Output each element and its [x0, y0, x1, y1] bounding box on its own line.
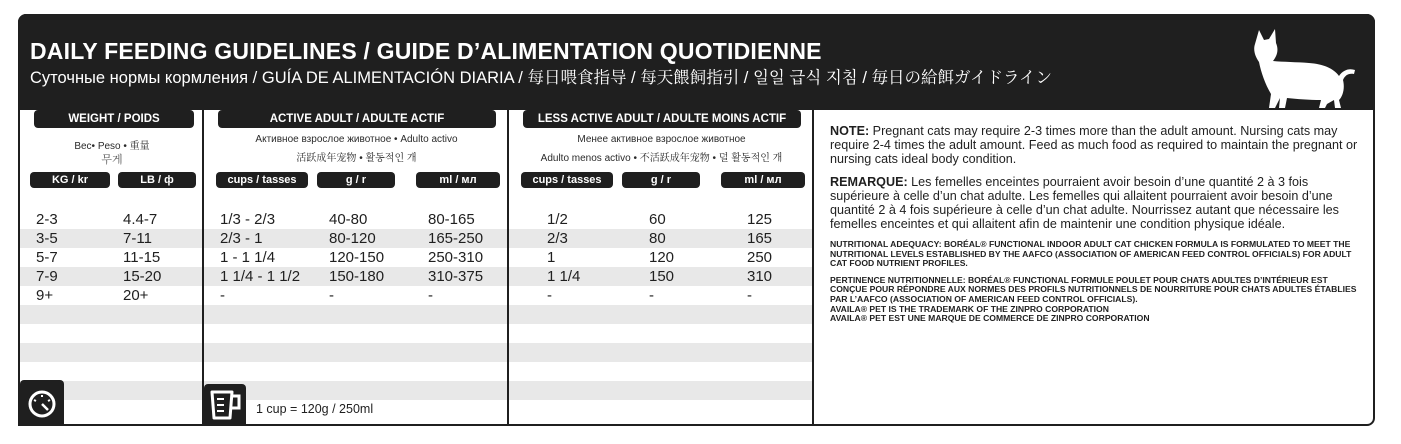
table-row [20, 305, 202, 324]
table-row [204, 381, 507, 400]
table-row [20, 210, 202, 229]
cups-value: 1/2 [547, 211, 568, 228]
ml-value: 250 [747, 249, 773, 266]
table-row [204, 343, 507, 362]
cat-silhouette-icon [1239, 26, 1359, 110]
table-row [509, 324, 812, 343]
table-row [509, 286, 812, 305]
active-panel [202, 110, 507, 426]
table-row [20, 248, 202, 267]
weight-kg: 3-5 [36, 230, 58, 247]
adequacy-fr: PERTINENCE NUTRITIONNELLE: BORÉAL® FUNCTIONAL FORMULE POULET POUR CHATS ADULTES D’INTÉRIEUR EST CONÇUE POUR RÉPONDRE AUX NORMES DES PROFILS NUTRITIONNELS DE NOURRITURE POUR CHATS ADULTES ÉTABLIES PAR L’AAFCO (ASSOCIATION OF AMERICAN FEED CONTROL OFFICIALS). [830, 274, 1357, 304]
remarque-label: REMARQUE: [830, 175, 908, 189]
cup-icon-box [204, 384, 246, 426]
scale-icon-box [20, 380, 64, 426]
table-row [204, 210, 507, 229]
col-header-cups: cups / tasses [216, 172, 308, 188]
weight-lb: 7-11 [123, 230, 152, 247]
note-en [830, 124, 1361, 166]
cups-value: 1/3 - 2/3 [220, 211, 276, 228]
cups-value: - [547, 287, 552, 304]
weight-lb: 15-20 [123, 268, 162, 285]
grams-value: 120-150 [329, 249, 385, 266]
ml-value: 310 [747, 268, 773, 285]
table-row [20, 267, 202, 286]
ml-value: - [747, 287, 752, 304]
weight-lb: 11-15 [123, 249, 161, 266]
table-row [20, 229, 202, 248]
active-title: ACTIVE ADULT / ADULTE ACTIF [218, 110, 496, 128]
cups-value: 2/3 [547, 230, 568, 247]
grams-value: - [649, 287, 654, 304]
header-banner [18, 14, 1375, 110]
ml-value: - [428, 287, 433, 304]
table-row [204, 267, 507, 286]
grams-value: 60 [649, 211, 666, 228]
note-text: Pregnant cats may require 2-3 times more than the adult amount. Nursing cats may require 2-4 times the adult amount. Feed as much food as required to maintain the pregnant or nursing cats ideal body condition. [830, 124, 1358, 166]
col-header-lb: LB / ф [118, 172, 196, 188]
table-row [20, 362, 202, 381]
ml-value: 125 [747, 211, 773, 228]
less-active-title: LESS ACTIVE ADULT / ADULTE MOINS ACTIF [523, 110, 801, 128]
grams-value: 150-180 [329, 268, 385, 285]
grams-value: 120 [649, 249, 675, 266]
weight-lb: 4.4-7 [123, 211, 158, 228]
cups-value: 1 [547, 249, 556, 266]
table-row [509, 362, 812, 381]
ml-value: 165 [747, 230, 773, 247]
col-header-g: g / r [622, 172, 700, 188]
col-header-kg: KG / kr [30, 172, 110, 188]
grams-value: 80-120 [329, 230, 376, 247]
active-subtitle-1: Активное взрослое животное • Adulto activo [255, 134, 458, 145]
note-label: NOTE: [830, 124, 870, 138]
grams-value: 150 [649, 268, 675, 285]
table-row [509, 381, 812, 400]
less-active-subtitle-2: Adulto menos activo • 不活跃成年宠物 • 덜 활동적인 개 [540, 153, 783, 164]
weight-subtitle-2: 무게 [101, 154, 123, 166]
remarque-text: Les femelles enceintes pourraient avoir besoin d’une quantité 2 à 3 fois supérieure à celle d’un chat adulte. Les femelles qui allaitent pourraient avoir besoin d’une quantité 2 à 4 fois supérieure à celle d’un chat adulte. Nourrissez autant que nécessaire les femelles enceintes et qui allaitent afin de maintenir une condition physique idéale. [830, 175, 1339, 231]
cups-value: 2/3 - 1 [220, 230, 263, 247]
table-row [509, 267, 812, 286]
table-row [509, 343, 812, 362]
cup-conversion-note: 1 cup = 120g / 250ml [256, 402, 374, 416]
table-row [204, 248, 507, 267]
ml-value: 250-310 [428, 249, 484, 266]
less-active-subtitle-1: Менее активное взрослое животное [577, 134, 746, 145]
ml-value: 165-250 [428, 230, 484, 247]
notes-panel [812, 110, 1375, 426]
weight-rows [20, 210, 202, 400]
grams-value: 40-80 [329, 211, 368, 228]
table-row [20, 286, 202, 305]
less-active-panel [507, 110, 812, 426]
col-header-ml: ml / мл [416, 172, 500, 188]
table-row [204, 324, 507, 343]
trademark-fr: AVAILA® PET EST UNE MARQUE DE COMMERCE DE ZINPRO CORPORATION [830, 313, 1150, 324]
col-header-ml: ml / мл [721, 172, 805, 188]
table-row [509, 229, 812, 248]
adequacy-en: NUTRITIONAL ADEQUACY: BORÉAL® FUNCTIONAL INDOOR ADULT CAT CHICKEN FORMULA IS FORMULATED TO MEET THE NUTRITIONAL LEVELS ESTABLISHED BY THE AAFCO (ASSOCIATION OF AMERICAN FEED CONTROL OFFICIALS) FOR ADULT CAT FOOD NUTRIENT PROFILES. [830, 239, 1352, 269]
cups-value: 1 1/4 [547, 268, 581, 285]
ml-value: 80-165 [428, 211, 475, 228]
scale-icon [20, 380, 64, 426]
page-title: DAILY FEEDING GUIDELINES / GUIDE D’ALIMENTATION QUOTIDIENNE [30, 38, 822, 64]
weight-lb: 20+ [123, 287, 149, 304]
active-subtitle-2: 活跃成年宠物 • 활동적인 개 [296, 153, 417, 164]
table-row [204, 305, 507, 324]
weight-kg: 5-7 [36, 249, 58, 266]
page-subtitle: Суточные нормы кормления / GUÍA DE ALIMENTACIÓN DIARIA / 每日喂食指导 / 每天餵飼指引 / 일일 급식 지침 / 毎日の給餌ガイドライン [30, 69, 1053, 87]
cups-value: 1 - 1 1/4 [220, 249, 276, 266]
table-row [509, 248, 812, 267]
col-header-cups: cups / tasses [521, 172, 613, 188]
table-row [509, 305, 812, 324]
weight-panel [18, 110, 202, 426]
table-row [509, 210, 812, 229]
weight-subtitle-1: Вес• Peso • 重量 [74, 141, 150, 152]
table-row [204, 362, 507, 381]
col-header-g: g / r [317, 172, 395, 188]
weight-kg: 7-9 [36, 268, 58, 285]
less-active-rows [509, 210, 812, 400]
weight-kg: 9+ [36, 287, 54, 304]
weight-title: WEIGHT / POIDS [34, 110, 194, 128]
weight-kg: 2-3 [36, 211, 58, 228]
table-row [204, 229, 507, 248]
grams-value: 80 [649, 230, 666, 247]
table-row [204, 286, 507, 305]
table-row [20, 324, 202, 343]
note-fr [830, 175, 1361, 231]
measuring-cup-icon [204, 384, 246, 426]
trademark-en: AVAILA® PET IS THE TRADEMARK OF THE ZINPRO CORPORATION [830, 303, 1109, 314]
cups-value: 1 1/4 - 1 1/2 [220, 268, 301, 285]
ml-value: 310-375 [428, 268, 484, 285]
grams-value: - [329, 287, 334, 304]
active-rows [204, 210, 507, 400]
cups-value: - [220, 287, 225, 304]
table-row [20, 343, 202, 362]
